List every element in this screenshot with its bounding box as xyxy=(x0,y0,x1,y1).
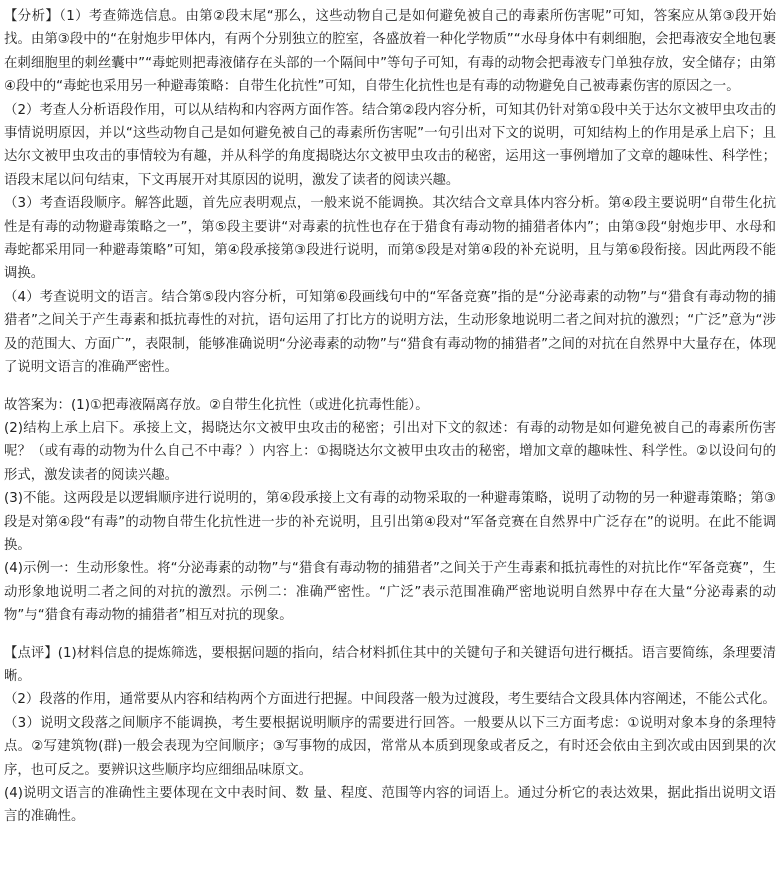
answer-paragraph-1: 故答案为：(1)①把毒液隔离存放。②自带生化抗性（或进化抗毒性能）。 xyxy=(4,397,429,413)
comment-paragraph-2: （2）段落的作用，通常要从内容和结构两个方面进行把握。中间段落一般为过渡段，考生要结合文段具体内容阐述，不能公式化。 xyxy=(4,692,776,708)
analysis-paragraph-4: （4）考查说明文的语言。结合第⑤段内容分析，可知第⑥段画线句中的“军备竞赛”指的是“分泌毒素的动物”与“猎食有毒动物的捕猎者”之间关于产生毒素和抵抗毒性的对抗，语句运用了打比方的说明方法，生动形象地说明二者之间对抗的激烈；“广泛”意为“涉及的范围大、方面广”，表限制，能够准确说明“分泌毒素的动物”与“猎食有毒动物的捕猎者”之间的对抗在自然界中大量存在，体现了说明文语言的准确严密性。 xyxy=(4,289,776,376)
answer-paragraph-4: (4)示例一：生动形象性。将“分泌毒素的动物”与“猎食有毒动物的捕猎者”之间关于产生毒素和抵抗毒性的对抗比作“军备竞赛”，生动形象地说明二者之间的对抗的激烈。示例二：准确严密性。“广泛”表示范围准确严密地说明自然界中存在大量“分泌毒素的动物”与“猎食有毒动物的捕猎者”相互对抗的现象。 xyxy=(4,561,776,624)
comment-paragraph-3: （3）说明文段落之间顺序不能调换，考生要根据说明顺序的需要进行回答。一般要从以下三方面考虑：①说明对象本身的条理特点。②写建筑物(群)一般会表现为空间顺序；③写事物的成因，常常从本质到现象或者反之，有时还会依由主到次或由因到果的次序，也可反之。要辨识这些顺序均应细细品味原文。 xyxy=(4,715,776,778)
section-gap xyxy=(4,380,776,394)
answer-section xyxy=(4,394,776,628)
comment-paragraph-4: (4)说明文语言的准确性主要体现在文中表时间、数 量、程度、范围等内容的词语上。通过分析它的表达效果，据此指出说明文语言的准确性。 xyxy=(4,786,776,825)
analysis-section xyxy=(4,5,776,380)
analysis-paragraph-2: （2）考查人分析语段作用，可以从结构和内容两方面作答。结合第②段内容分析，可知其仍针对第①段中关于达尔文被甲虫攻击的事情说明原因，并以“这些动物自己是如何避免被自己的毒素所伤害呢”一句引出对下文的说明，可知结构上的作用是承上启下；且达尔文被甲虫攻击的事情较为有趣，并从科学的角度揭晓达尔文被甲虫攻击的秘密，运用这一事例增加了文章的趣味性、科学性；语段末尾以问句结束，下文再展开对其原因的说明，激发了读者的阅读兴趣。 xyxy=(4,102,776,188)
analysis-paragraph-3: （3）考查语段顺序。解答此题，首先应表明观点，一般来说不能调换。其次结合文章具体内容分析。第④段主要说明“自带生化抗性是有毒的动物避毒策略之一”，第⑤段主要讲“对毒素的抗性也存在于猎食有毒动物的捕猎者体内”；由第③段“射炮步甲、水母和毒蛇都采用同一种避毒策略”可知，第④段承接第③段进行说明，而第⑤段是对第④段的补充说明，且与第⑥段衔接。因此两段不能调换。 xyxy=(4,196,776,282)
answer-paragraph-2: (2)结构上承上启下。承接上文，揭晓达尔文被甲虫攻击的秘密；引出对下文的叙述：有毒的动物是如何避免被自己的毒素所伤害呢？（或有毒的动物为什么自己不中毒？）内容上：①揭晓达尔文被甲虫攻击的秘密，增加文章的趣味性、科学性。②以设问句的形式，激发读者的阅读兴趣。 xyxy=(4,420,776,483)
section-gap xyxy=(4,628,776,642)
analysis-paragraph-1: 【分析】（1）考查筛选信息。由第②段末尾“那么，这些动物自己是如何避免被自己的毒素所伤害呢”可知，答案应从第③段开始找。由第③段中的“在射炮步甲体内，有两个分别独立的腔室，各盛放着一种化学物质”“水母身体中有刺细胞，会把毒液安全地包裹在刺细胞里的刺丝囊中”“毒蛇则把毒液储存在头部的一个隔间中”等句子可知，有毒的动物会把毒液专门单独存放，安全储存；由第④段中的“毒蛇也采用另一种避毒策略：自带生化抗性”可知，自带生化抗性也是有毒的动物避免自己被毒素伤害的原因之一。 xyxy=(4,9,776,95)
comment-paragraph-1: 【点评】(1)材料信息的提炼筛选，要根据问题的指向，结合材料抓住其中的关键句子和关键语句进行概括。语言要简练，条理要清晰。 xyxy=(4,645,776,684)
comment-section xyxy=(4,642,776,829)
answer-paragraph-3: (3)不能。这两段是以逻辑顺序进行说明的，第④段承接上文有毒的动物采取的一种避毒策略，说明了动物的另一种避毒策略；第③段是对第④段“有毒”的动物自带生化抗性进一步的补充说明，且引出第④段对“军备竞赛在自然界中广泛存在”的说明。在此不能调换。 xyxy=(4,491,776,553)
